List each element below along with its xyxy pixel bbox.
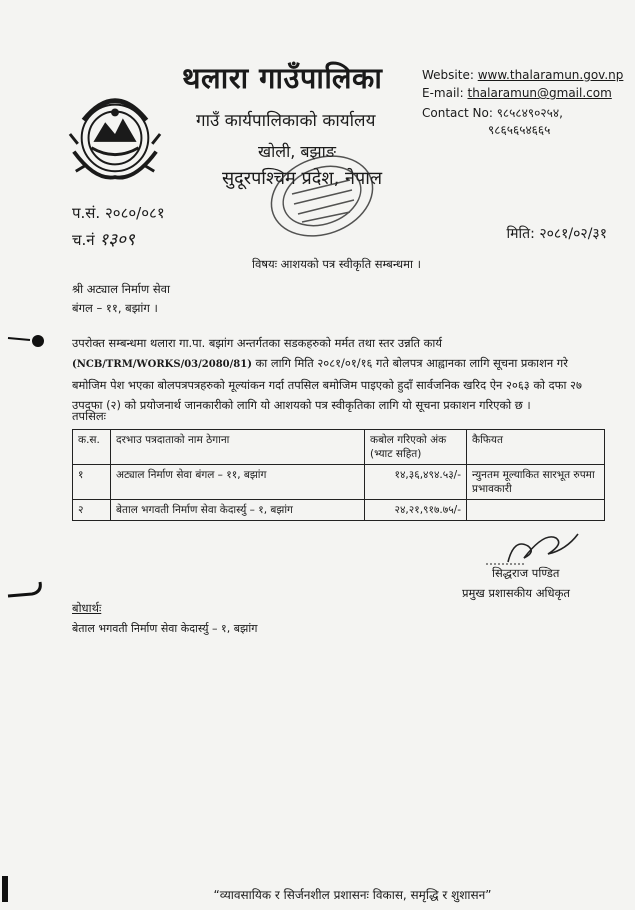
table-row <box>73 500 605 521</box>
tender-code: (NCB/TRM/WORKS/03/2080/81) <box>72 359 252 370</box>
date-label: मिति: <box>506 226 540 242</box>
cell-remarks: न्युनतम मूल्याकित सारभूत रुपमा प्रभावकारी <box>467 465 605 500</box>
website-label: Website: <box>422 68 478 82</box>
dispatch-number-line <box>72 227 135 250</box>
letter-subject: विषयः आशयको पत्र स्वीकृति सम्बन्धमा । <box>252 257 421 271</box>
phone-number-2: ९८६५६५४६६५ <box>488 123 551 137</box>
footer-slogan: “व्यावसायिक र सिर्जनशील प्रशासनः विकास, समृद्धि र शुशासन” <box>213 888 492 902</box>
signatory-name: सिद्धराज पण्डित <box>492 566 560 580</box>
cell-bidder: अट्याल निर्माण सेवा बंगल – ११, बझांग <box>111 465 365 500</box>
header-serial: क.स. <box>73 430 111 465</box>
letter-number: २०८०/०८१ <box>104 204 165 222</box>
recipient-address: बंगल – ११, बझांग । <box>72 301 158 315</box>
email-label: E-mail: <box>422 86 468 100</box>
phone-line <box>422 104 563 121</box>
website-line <box>422 68 623 82</box>
office-name: गाउँ कार्यपालिकाको कार्यालय <box>196 111 376 131</box>
dispatch-number: १३०९ <box>99 230 135 250</box>
letter-date-line <box>507 224 607 243</box>
letter-body <box>72 333 604 415</box>
cell-amount: १४,३६,४९४.५३/- <box>365 465 467 500</box>
letter-number-label: प.सं. <box>72 204 105 222</box>
cell-remarks <box>467 500 605 521</box>
footer-slogan-line <box>0 886 635 903</box>
recipient-name: श्री अट्याल निर्माण सेवा <box>72 282 170 296</box>
header-remarks: कैफियत <box>467 430 605 465</box>
email-link[interactable]: thalaramun@gmail.com <box>467 86 612 100</box>
dispatch-number-label: च.नं <box>72 231 100 249</box>
office-locality: खोली, बझाङ <box>258 142 336 161</box>
letter-number-line <box>72 203 165 223</box>
table-row <box>73 465 605 500</box>
signatory-title: प्रमुख प्रशासकीय अधिकृत <box>462 586 570 600</box>
cell-bidder: बेताल भगवती निर्माण सेवा केदार्स्यु – १, बझांग <box>111 500 365 521</box>
body-text-part-1: उपरोक्त सम्बन्धमा थलारा गा.पा. बझांग अन्तर्गतका सडकहरुको मर्मत तथा स्तर उन्नति कार्य <box>72 336 442 350</box>
letter-date: २०८१/०२/३१ <box>539 226 607 242</box>
office-stamp-icon <box>262 150 380 240</box>
copy-to-label: बोधार्थः <box>72 601 102 615</box>
header-bidder: दरभाउ पत्रदाताको नाम ठेगाना <box>111 430 365 465</box>
phone-number-1: ९८५८४९०२५४, <box>496 106 563 120</box>
cell-amount: २४,२१,९१७.७५/- <box>365 500 467 521</box>
municipality-emblem-icon <box>66 82 164 186</box>
header-amount: कबोल गरिएको अंक (भ्याट सहित) <box>365 430 467 465</box>
copy-to-recipient: बेताल भगवती निर्माण सेवा केदार्स्यु – १, बझांग <box>72 622 258 635</box>
details-label: तपसिलः <box>72 409 106 423</box>
office-province: सुदूरपश्चिम प्रदेश, नेपाल <box>222 168 383 189</box>
email-line <box>422 86 612 100</box>
margin-hook-mark-icon <box>6 576 46 606</box>
phone-label: Contact No: <box>422 106 497 120</box>
margin-pen-mark-icon <box>6 328 46 358</box>
municipality-name: थलारा गाउँपालिका <box>182 61 383 95</box>
body-text-part-2: का लागि मिति २०८१/०१/१६ गते बोलपत्र आह्वानका लागि सूचना प्रकाशन गरे बमोजिम पेश भएका बोलपत्रपत्रहरुको मूल्यांकन गर्दा तपसिल बमोजिम पाइएको हुदाँ सार्वजनिक खरिद ऐन २०६३ को दफा २७ उपदफा (२) को प्रयोजनार्थ जानकारीको लागि यो आशयको पत्र स्वीकृतिका लागि यो सूचना प्रकाशन गरिएको छ । <box>72 356 582 412</box>
cell-serial: २ <box>73 500 111 521</box>
cell-serial: १ <box>73 465 111 500</box>
website-link[interactable]: www.thalaramun.gov.np <box>477 68 624 82</box>
table-header-row <box>73 430 605 465</box>
bid-evaluation-table <box>72 429 605 521</box>
